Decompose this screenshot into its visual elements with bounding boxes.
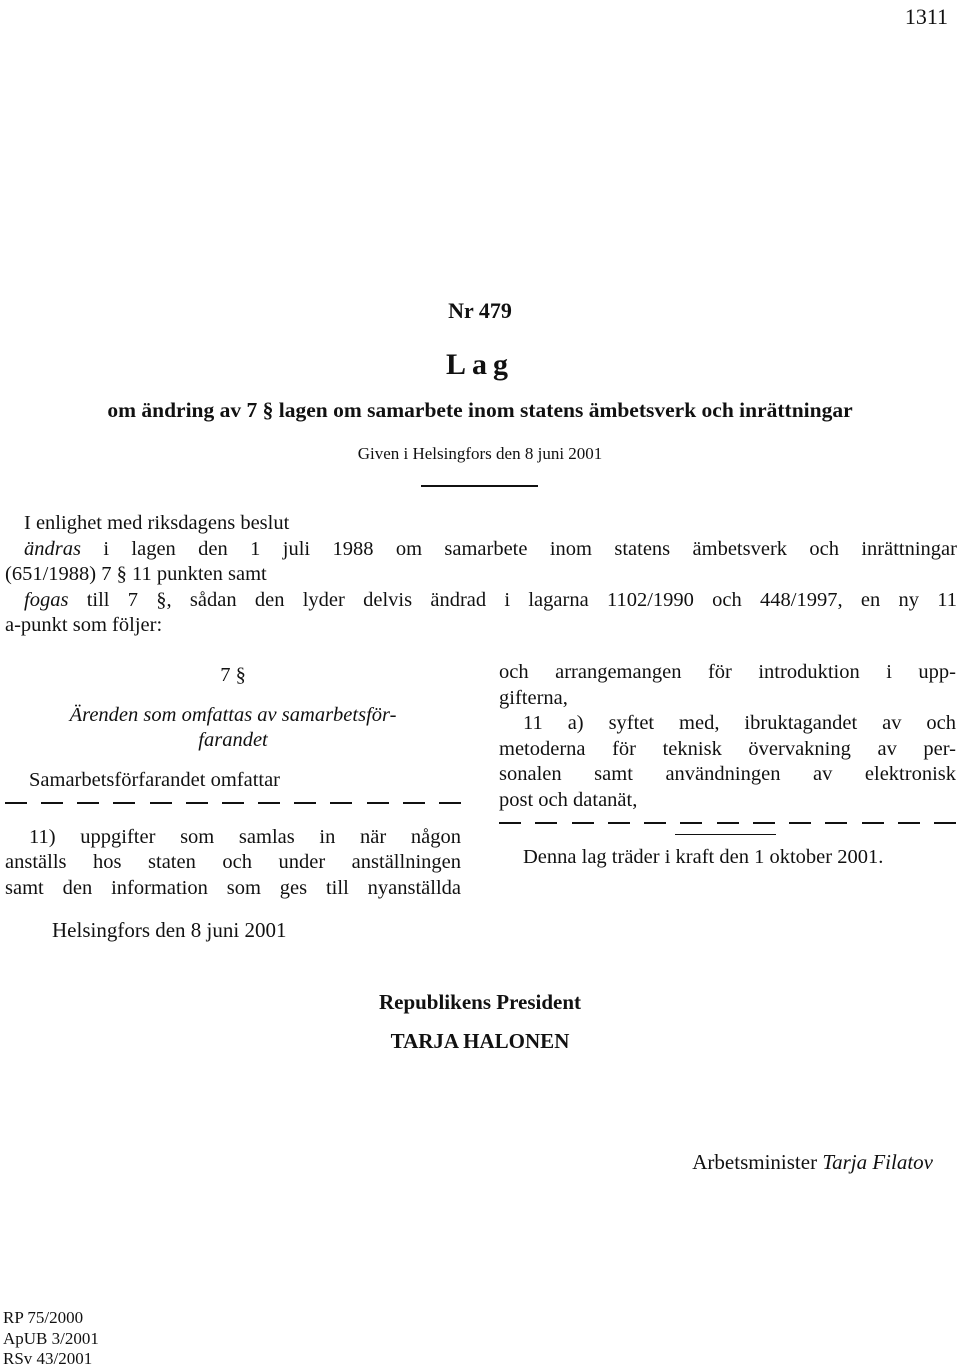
president-name: TARJA HALONEN [390,1029,570,1053]
minister-title: Arbetsminister [692,1150,818,1174]
intro-line: (651/1988) 7 § 11 punkten samt [5,563,267,585]
item-11-line: anställs hos staten och under anställningen [5,851,461,873]
intro-line-text: till 7 §, sådan den lyder delvis ändrad i lagarna 1102/1990 och 448/1997, en ny 11 [68,588,957,611]
item-11a-line: post och datanät, [499,788,638,811]
reference-item: RSv 43/2001 [3,1349,93,1368]
minister-name: Tarja Filatov [822,1150,933,1174]
intro-line: I enlighet med riksdagens beslut [24,512,290,534]
section-heading-line: Ärenden som omfattas av samarbetsför- [69,703,397,726]
right-column [499,660,956,871]
omission-dashes [499,822,956,824]
enactment-clause [5,511,957,639]
intro-amend-word: ändras [24,537,81,560]
intro-line-text: i lagen den 1 juli 1988 om samarbete inom statens ämbetsverk och inrättningar [80,537,957,560]
statute-number: Nr 479 [448,298,512,323]
section-number: 7 § [220,664,246,686]
reference-item: ApUB 3/2001 [3,1328,99,1348]
item-11-line: samt den information som ges till nyanställda [5,876,461,899]
section-intro-text: Samarbetsförfarandet omfattar [29,768,281,791]
item-11-line: 11) uppgifter som samlas in när någon [29,825,461,848]
minister-signature [692,1150,933,1175]
document-type: Lag [445,348,514,381]
item-11a-line: metoderna för teknisk övervakning av per- [499,737,956,760]
section-heading [5,703,461,754]
signing-place-date: Helsingfors den 8 juni 2001 [52,918,287,942]
omission-dashes [5,802,461,804]
item-11a-line: sonalen samt användningen av elektronisk [499,763,956,785]
item-11a-line: 11 a) syftet med, ibruktagandet av och [523,712,956,734]
section-heading-line: farandet [198,729,268,751]
reference-item: RP 75/2000 [3,1308,84,1327]
president-title: Republikens President [378,990,582,1014]
item-11-continuation: och arrangemangen för introduktion i upp- [499,661,956,683]
page-number: 1311 [904,4,948,29]
legislative-references [3,1308,99,1370]
given-date: Given i Helsingfors den 8 juni 2001 [357,444,603,463]
entry-into-force: Denna lag träder i kraft den 1 oktober 2001. [523,846,884,868]
intro-line: a-punkt som följer: [5,614,163,636]
left-column [5,663,461,901]
statute-title: om ändring av 7 § lagen om samarbete inom statens ämbetsverk och inrättningar [107,398,853,422]
intro-add-word: fogas [24,588,69,611]
item-11-continuation: gifterna, [499,686,568,709]
intro-line [5,588,957,614]
intro-line [5,537,957,563]
header-rule [421,485,538,487]
